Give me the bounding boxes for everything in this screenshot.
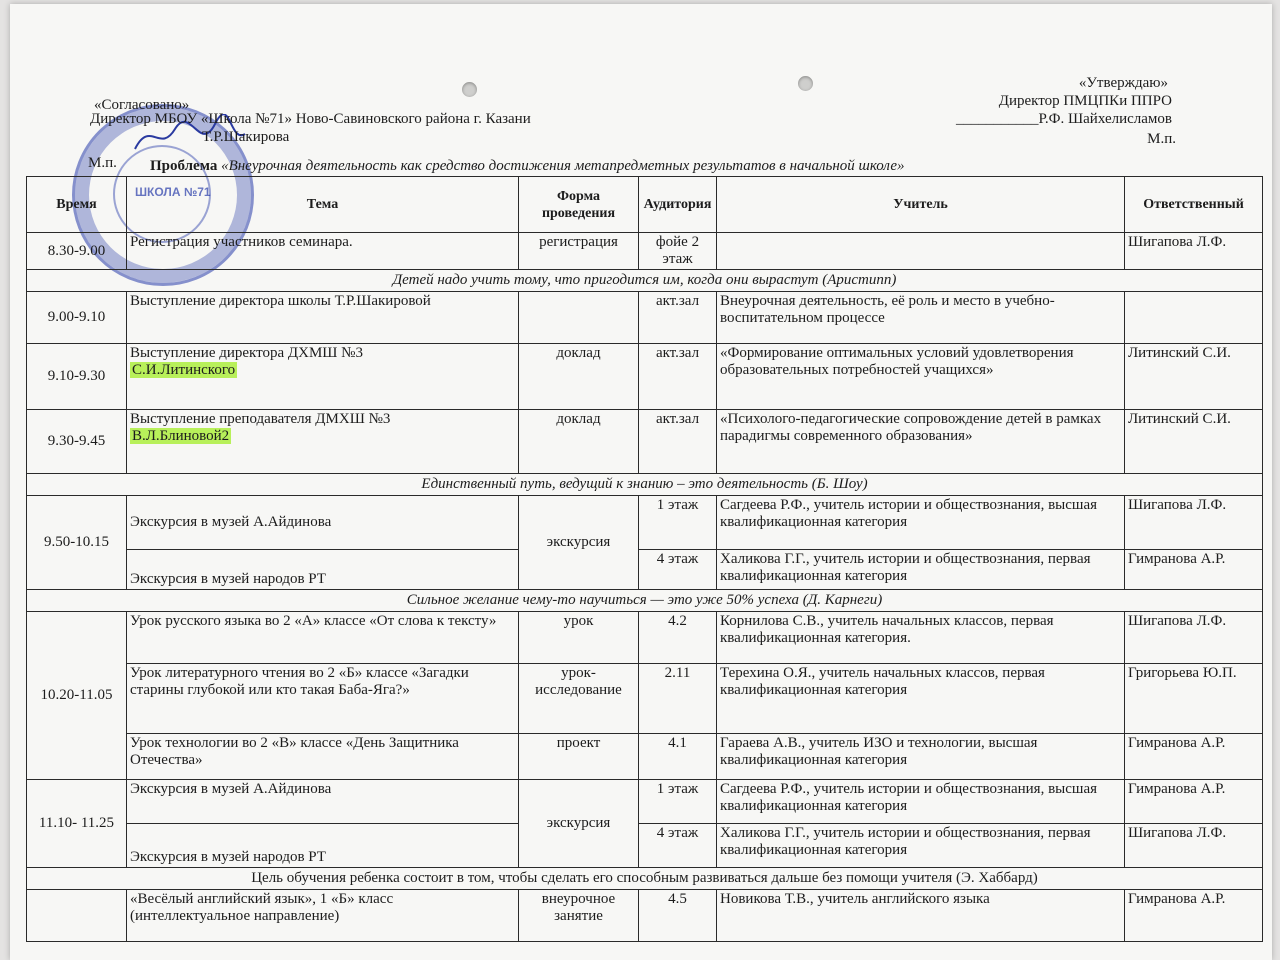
cell-teacher: Сагдеева Р.Ф., учитель истории и обществознания, высшая квалификационная категория [717, 496, 1125, 550]
quote-row [27, 590, 1263, 612]
epigraph: Детей надо учить тому, что пригодится им, когда они вырастут (Аристипп) [27, 270, 1263, 292]
problem-text: «Внеурочная деятельность как средство достижения метапредметных результатов в начальной школе» [221, 158, 905, 174]
table-row [27, 496, 1263, 550]
punch-hole [462, 82, 477, 97]
cell-teacher: Корнилова С.В., учитель начальных классов, первая квалификационная категория. [717, 612, 1125, 664]
cell-teacher [717, 233, 1125, 270]
table-row [27, 780, 1263, 824]
cell-teacher: Терехина О.Я., учитель начальных классов, первая квалификационная категория [717, 664, 1125, 734]
col-time: Время [27, 177, 127, 233]
cell-time: 11.10- 11.25 [27, 780, 127, 868]
cell-room: акт.зал [639, 344, 717, 410]
cell-room: 4.1 [639, 734, 717, 780]
cell-responsible: Литинский С.И. [1125, 410, 1263, 474]
stamp-text: ШКОЛА №71 [135, 185, 211, 199]
cell-form [519, 292, 639, 344]
cell-responsible [1125, 292, 1263, 344]
cell-responsible: Шигапова Л.Ф. [1125, 496, 1263, 550]
table-row [27, 550, 1263, 590]
confirm-label: «Утверждаю» [1078, 75, 1168, 91]
cell-responsible: Гимранова А.Р. [1125, 734, 1263, 780]
approved-mp: М.п. [88, 155, 117, 171]
cell-form: регистрация [519, 233, 639, 270]
cell-teacher: Халикова Г.Г., учитель истории и обществознания, первая квалификационная категория [717, 824, 1125, 868]
cell-form: урок [519, 612, 639, 664]
cell-teacher: Внеурочная деятельность, её роль и место в учебно-воспитательном процессе [717, 292, 1125, 344]
quote-row [27, 868, 1263, 890]
table-row [27, 664, 1263, 734]
cell-topic: Экскурсия в музей А.Айдинова [127, 780, 519, 824]
cell-responsible: Шигапова Л.Ф. [1125, 233, 1263, 270]
approved-name: Т.Р.Шакирова [202, 129, 290, 145]
table-row [27, 292, 1263, 344]
epigraph: Единственный путь, ведущий к знанию – это деятельность (Б. Шоу) [27, 474, 1263, 496]
cell-form: проект [519, 734, 639, 780]
cell-topic [127, 344, 519, 410]
cell-topic: Экскурсия в музей А.Айдинова [127, 496, 519, 550]
cell-form: внеурочное занятие [519, 890, 639, 942]
problem-label: Проблема [150, 158, 218, 174]
cell-topic: Урок технологии во 2 «В» классе «День Защитника Отечества» [127, 734, 519, 780]
cell-room: 1 этаж [639, 496, 717, 550]
confirm-director: Директор ПМЦПКи ППРО [998, 93, 1172, 109]
cell-teacher: Гараева А.В., учитель ИЗО и технологии, высшая квалификационная категория [717, 734, 1125, 780]
table-row [27, 824, 1263, 868]
cell-teacher: «Психолого-педагогические сопровождение детей в рамках парадигмы современного образования» [717, 410, 1125, 474]
approved-director: Директор МБОУ «Школа №71» Ново-Савиновского района г. Казани [90, 111, 531, 127]
cell-teacher: Сагдеева Р.Ф., учитель истории и обществознания, высшая квалификационная категория [717, 780, 1125, 824]
cell-time: 9.00-9.10 [27, 292, 127, 344]
highlighted-name: С.И.Литинского [132, 362, 236, 378]
highlighted-name: В.Л.Блиновой2 [132, 428, 230, 444]
cell-responsible: Литинский С.И. [1125, 344, 1263, 410]
cell-teacher: Новикова Т.В., учитель английского языка [717, 890, 1125, 942]
cell-form: урок-исследование [519, 664, 639, 734]
cell-room: фойе 2 этаж [639, 233, 717, 270]
cell-form: экскурсия [519, 780, 639, 868]
col-topic: Тема [127, 177, 519, 233]
cell-responsible: Гимранова А.Р. [1125, 780, 1263, 824]
confirm-name: ___________Р.Ф. Шайхелисламов [955, 111, 1172, 127]
cell-form: доклад [519, 344, 639, 410]
cell-responsible: Шигапова Л.Ф. [1125, 824, 1263, 868]
cell-form: доклад [519, 410, 639, 474]
document-page [10, 4, 1272, 960]
cell-room: акт.зал [639, 292, 717, 344]
cell-teacher: Халикова Г.Г., учитель истории и обществознания, первая квалификационная категория [717, 550, 1125, 590]
cell-room: 4.2 [639, 612, 717, 664]
col-form: Форма проведения [519, 177, 639, 233]
cell-responsible: Гимранова А.Р. [1125, 890, 1263, 942]
cell-time: 9.30-9.45 [27, 410, 127, 474]
cell-time [27, 890, 127, 942]
cell-topic [127, 410, 519, 474]
cell-time: 10.20-11.05 [27, 612, 127, 780]
table-row [27, 344, 1263, 410]
confirm-mp: М.п. [1147, 131, 1176, 147]
approved-label: «Согласовано» [94, 97, 190, 113]
cell-time: 9.50-10.15 [27, 496, 127, 590]
topic-text: Выступление преподавателя ДМХШ №3 [130, 411, 391, 427]
cell-topic: Урок литературного чтения во 2 «Б» классе «Загадки старины глубокой или кто такая Баба-Яга?» [127, 664, 519, 734]
cell-room: 4.5 [639, 890, 717, 942]
cell-room: 4 этаж [639, 824, 717, 868]
epigraph: Цель обучения ребенка состоит в том, чтобы сделать его способным развиваться дальше без помощи учителя (Э. Хаббард) [27, 868, 1263, 890]
cell-topic: Урок русского языка во 2 «А» классе «От слова к тексту» [127, 612, 519, 664]
quote-row [27, 474, 1263, 496]
schedule-table [26, 176, 1263, 942]
cell-topic: «Весёлый английский язык», 1 «Б» класс (интеллектуальное направление) [127, 890, 519, 942]
cell-topic: Экскурсия в музей народов РТ [127, 824, 519, 868]
cell-topic: Экскурсия в музей народов РТ [127, 550, 519, 590]
table-row [27, 890, 1263, 942]
cell-teacher: «Формирование оптимальных условий удовлетворения образовательных потребностей учащихся» [717, 344, 1125, 410]
col-teacher: Учитель [717, 177, 1125, 233]
table-row [27, 612, 1263, 664]
cell-responsible: Григорьева Ю.П. [1125, 664, 1263, 734]
topic-text: Выступление директора ДХМШ №3 [130, 345, 363, 361]
problem-statement [150, 158, 905, 175]
table-row [27, 233, 1263, 270]
col-room: Аудитория [639, 177, 717, 233]
cell-time: 9.10-9.30 [27, 344, 127, 410]
cell-topic: Выступление директора школы Т.Р.Шакировой [127, 292, 519, 344]
punch-hole [798, 76, 813, 91]
cell-form: экскурсия [519, 496, 639, 590]
table-row [27, 734, 1263, 780]
epigraph: Сильное желание чему-то научиться — это уже 50% успеха (Д. Карнеги) [27, 590, 1263, 612]
table-row [27, 410, 1263, 474]
cell-room: 1 этаж [639, 780, 717, 824]
table-header-row [27, 177, 1263, 233]
col-responsible: Ответственный [1125, 177, 1263, 233]
cell-room: 2.11 [639, 664, 717, 734]
cell-room: акт.зал [639, 410, 717, 474]
cell-topic: Регистрация участников семинара. [127, 233, 519, 270]
quote-row [27, 270, 1263, 292]
cell-time: 8.30-9.00 [27, 233, 127, 270]
cell-room: 4 этаж [639, 550, 717, 590]
cell-responsible: Гимранова А.Р. [1125, 550, 1263, 590]
cell-responsible: Шигапова Л.Ф. [1125, 612, 1263, 664]
